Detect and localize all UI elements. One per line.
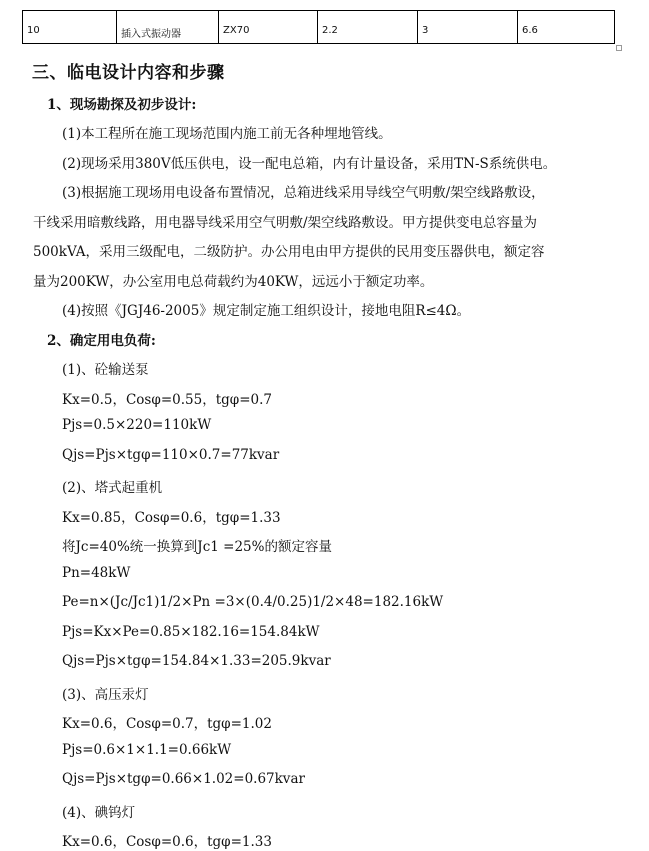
item-4-title: (4)、碘钨灯: [62, 805, 136, 821]
table-cell-index: 10: [23, 11, 117, 43]
item-2-k: Kx=0.85，Cosφ=0.6，tgφ=1.33: [62, 510, 281, 526]
table-cell-power: 2.2: [318, 11, 418, 43]
subsection-load: 2、确定用电负荷:: [47, 333, 156, 349]
equipment-table-row: [22, 10, 615, 44]
item-3-p: Pjs=0.6×1×1.1=0.66kW: [62, 742, 232, 758]
item-3-title: (3)、高压汞灯: [62, 687, 149, 703]
paragraph-1: (1)本工程所在施工现场范围内施工前无各种埋地管线。: [62, 126, 392, 142]
subsection-site-survey: 1、现场勘探及初步设计:: [47, 97, 197, 113]
table-cell-model: ZX70: [219, 11, 318, 43]
item-2-conversion: 将Jc=40%统一换算到Jc1 =25%的额定容量: [62, 539, 332, 555]
table-cell-total: 6.6: [522, 25, 538, 36]
paragraph-3-line-2: 干线采用暗敷线路，用电器导线采用空气明敷/架空线路敷设。甲方提供变电总容量为: [33, 215, 538, 231]
item-2-p: Pjs=Kx×Pe=0.85×182.16=154.84kW: [62, 624, 320, 640]
item-1-k: Kx=0.5，Cosφ=0.55，tgφ=0.7: [62, 392, 272, 408]
paragraph-3-line-1: (3)根据施工现场用电设备布置情况，总箱进线采用导线空气明敷/架空线路敷设，: [62, 185, 545, 201]
item-1-title: (1)、砼输送泵: [62, 362, 149, 378]
item-2-title: (2)、塔式起重机: [62, 480, 163, 496]
table-cell-name: 插入式振动器: [117, 11, 219, 43]
item-3-k: Kx=0.6，Cosφ=0.7，tgφ=1.02: [62, 716, 272, 732]
paragraph-3-line-3: 500kVA，采用三级配电，二级防护。办公用电由甲方提供的民用变压器供电，额定容: [33, 244, 545, 260]
item-2-pe: Pe=n×(Jc/Jc1)1/2×Pn =3×(0.4/0.25)1/2×48=182.16kW: [62, 594, 444, 610]
item-1-q: Qjs=Pjs×tgφ=110×0.7=77kvar: [62, 447, 280, 463]
table-cell-quantity: 3: [418, 11, 518, 43]
section-title: 三、临电设计内容和步骤: [32, 63, 225, 83]
item-2-pn: Pn=48kW: [62, 565, 131, 581]
paragraph-3-line-4: 量为200KW，办公室用电总荷载约为40KW，远远小于额定功率。: [33, 274, 434, 290]
item-1-p: Pjs=0.5×220=110kW: [62, 417, 212, 433]
paragraph-4: (4)按照《JGJ46-2005》规定制定施工组织设计，接地电阻R≤4Ω。: [62, 303, 471, 319]
item-2-q: Qjs=Pjs×tgφ=154.84×1.33=205.9kvar: [62, 653, 331, 669]
item-4-k: Kx=0.6，Cosφ=0.6，tgφ=1.33: [62, 834, 272, 850]
paragraph-2: (2)现场采用380V低压供电，设一配电总箱，内有计量设备，采用TN-S系统供电。: [62, 156, 557, 172]
table-resize-handle[interactable]: [616, 45, 622, 51]
item-3-q: Qjs=Pjs×tgφ=0.66×1.02=0.67kvar: [62, 771, 305, 787]
